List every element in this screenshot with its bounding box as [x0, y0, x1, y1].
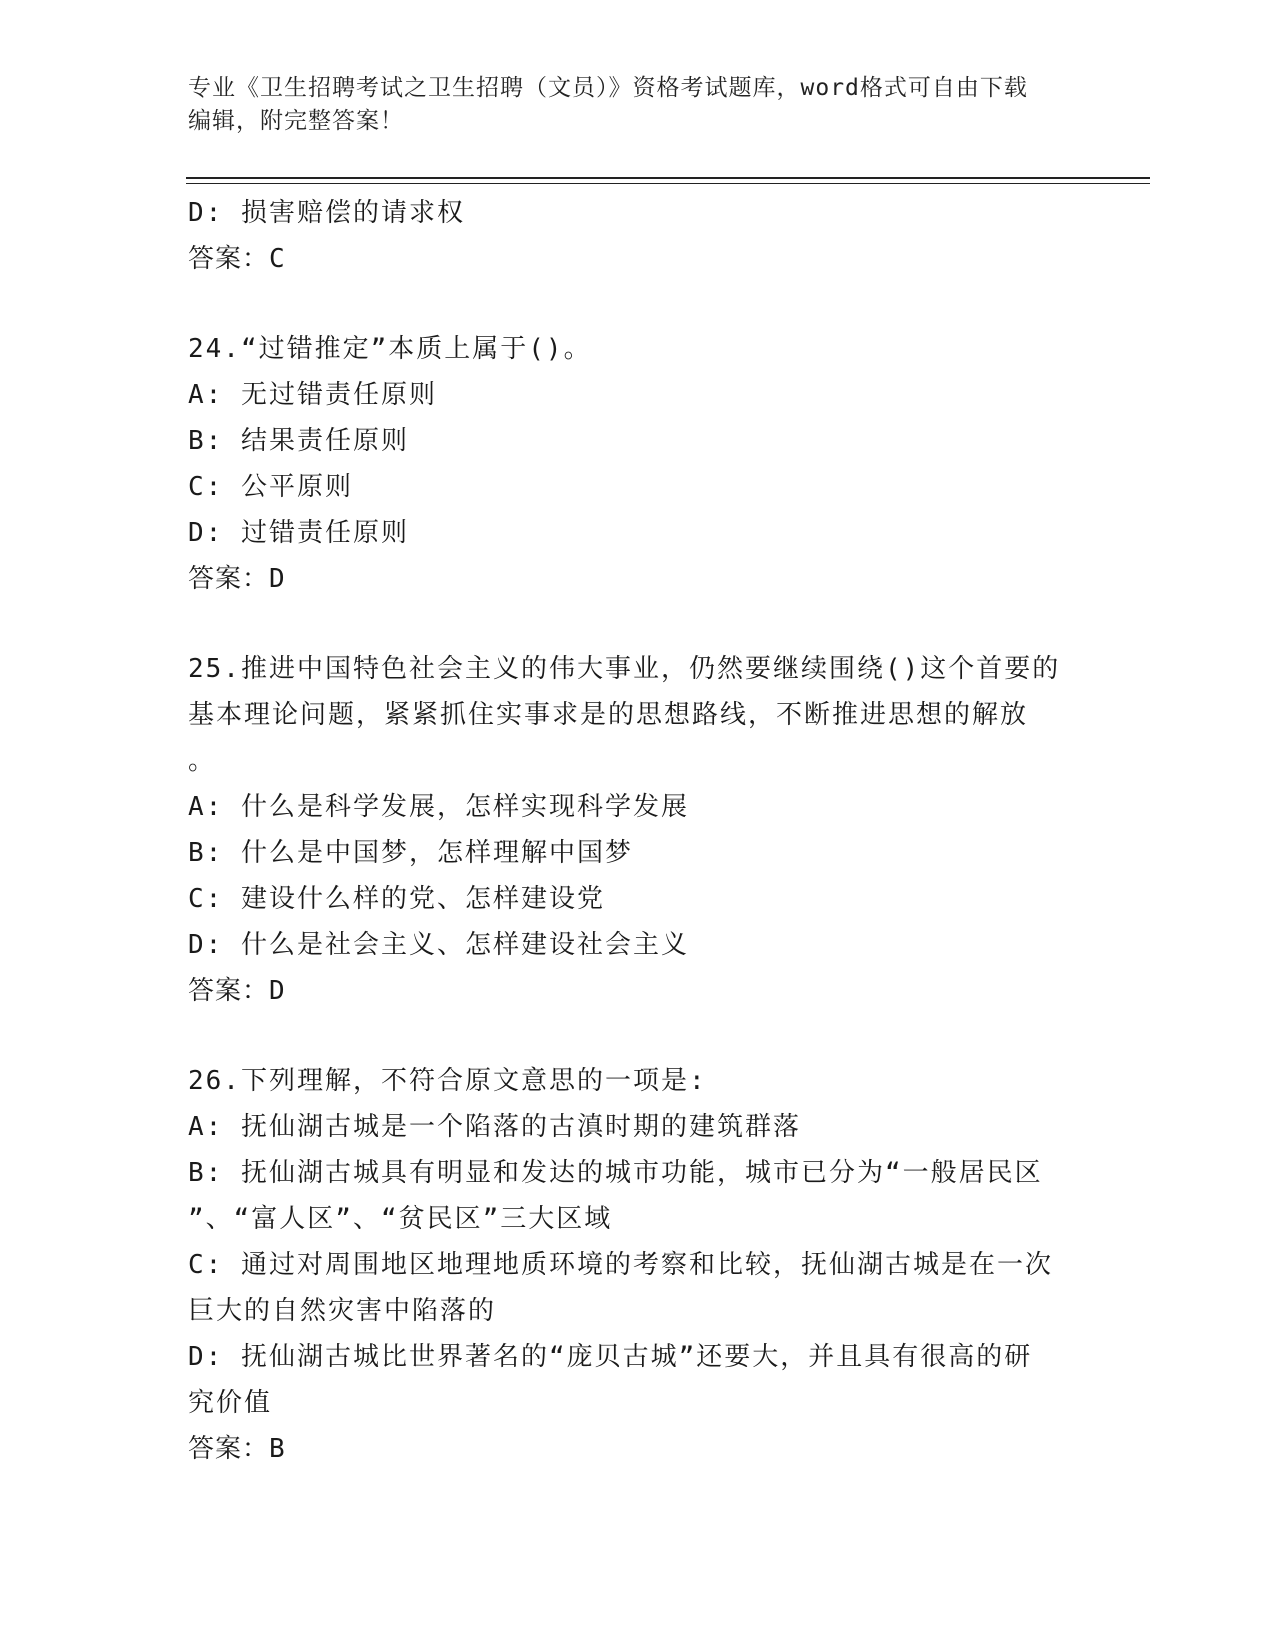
option-b-line-2: ”、“富人区”、“贫民区”三大区域 — [188, 1204, 613, 1234]
option-b: B: 什么是中国梦，怎样理解中国梦 — [188, 838, 633, 868]
spacer — [188, 602, 1088, 646]
question-stem: 26.下列理解，不符合原文意思的一项是: — [188, 1066, 707, 1096]
header-line-2: 编辑，附完整答案！ — [188, 108, 404, 134]
option-d: D: 损害赔偿的请求权 — [188, 198, 465, 228]
answer-label: 答案： — [188, 976, 270, 1006]
answer-value: D — [269, 976, 287, 1006]
question-23-continued — [188, 190, 1088, 282]
answer — [188, 556, 1088, 602]
option-c: C: 公平原则 — [188, 472, 353, 502]
question-stem-line-3: 。 — [188, 746, 217, 776]
option-c: C: 建设什么样的党、怎样建设党 — [188, 884, 605, 914]
option-d-line-1: D: 抚仙湖古城比世界著名的“庞贝古城”还要大，并且具有很高的研 — [188, 1342, 1033, 1372]
option-b: B: 结果责任原则 — [188, 426, 409, 456]
header-rule-thick — [186, 177, 1150, 179]
option-a: A: 什么是科学发展，怎样实现科学发展 — [188, 792, 689, 822]
question-list — [188, 190, 1088, 1472]
option-c-line-1: C: 通过对周围地区地理地质环境的考察和比较，抚仙湖古城是在一次 — [188, 1250, 1053, 1280]
option-d-line-2: 究价值 — [188, 1388, 273, 1418]
question-24 — [188, 326, 1088, 602]
answer — [188, 236, 1088, 282]
option-a: A: 抚仙湖古城是一个陷落的古滇时期的建筑群落 — [188, 1112, 801, 1142]
answer — [188, 968, 1088, 1014]
option-d: D: 过错责任原则 — [188, 518, 409, 548]
spacer — [188, 282, 1088, 326]
answer-label: 答案： — [188, 564, 270, 594]
document-header — [188, 72, 1088, 138]
answer-value: C — [269, 244, 287, 274]
question-25 — [188, 646, 1088, 1014]
answer — [188, 1426, 1088, 1472]
question-stem-line-2: 基本理论问题，紧紧抓住实事求是的思想路线，不断推进思想的解放 — [188, 700, 1029, 730]
header-rule-thin — [186, 183, 1150, 184]
answer-label: 答案： — [188, 1434, 270, 1464]
question-stem: 24.“过错推定”本质上属于()。 — [188, 334, 592, 364]
answer-value: B — [269, 1434, 287, 1464]
question-26 — [188, 1058, 1088, 1472]
header-line-1: 专业《卫生招聘考试之卫生招聘（文员）》资格考试题库，word格式可自由下载 — [188, 75, 1028, 101]
option-a: A: 无过错责任原则 — [188, 380, 437, 410]
spacer — [188, 1014, 1088, 1058]
option-c-line-2: 巨大的自然灾害中陷落的 — [188, 1296, 497, 1326]
answer-value: D — [269, 564, 287, 594]
option-b-line-1: B: 抚仙湖古城具有明显和发达的城市功能，城市已分为“一般居民区 — [188, 1158, 1043, 1188]
option-d: D: 什么是社会主义、怎样建设社会主义 — [188, 930, 689, 960]
question-stem-line-1: 25.推进中国特色社会主义的伟大事业，仍然要继续围绕()这个首要的 — [188, 654, 1061, 684]
answer-label: 答案： — [188, 244, 270, 274]
